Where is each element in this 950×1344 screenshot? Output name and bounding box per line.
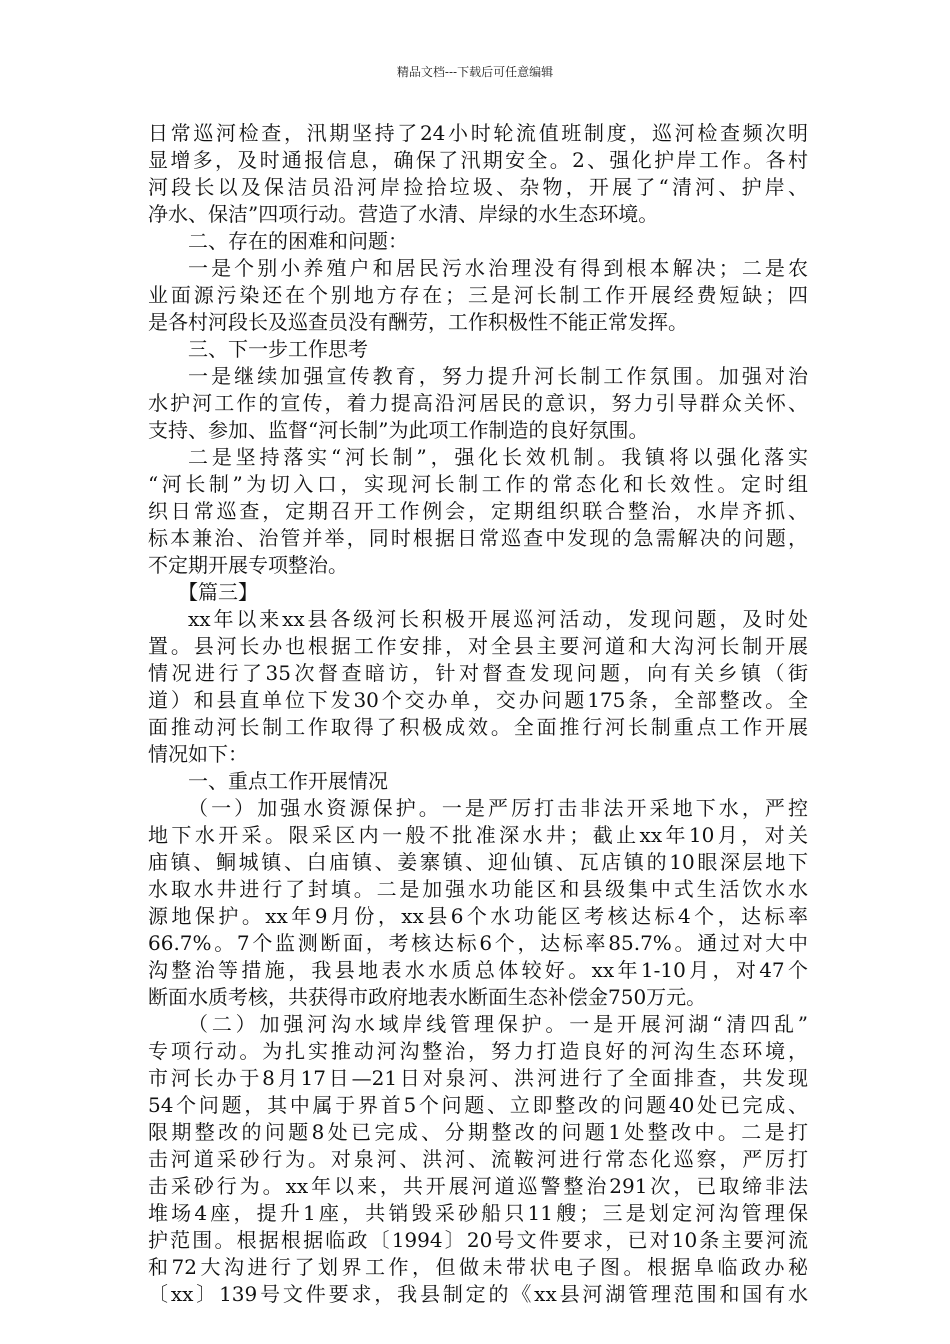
text-line: 是各村河段长及巡查员没有酬劳，工作积极性不能正常发挥。 — [148, 310, 688, 334]
text-line: 击河道采砂行为。对泉河、洪河、流鞍河进行常态化巡察，严厉打 — [148, 1147, 808, 1171]
text-line: 二是坚持落实“河长制”，强化长效机制。我镇将以强化落实 — [188, 445, 808, 469]
text-line: 情况如下： — [148, 742, 248, 766]
text-line: 二、存在的困难和问题： — [188, 229, 408, 253]
text-line: 沟整治等措施，我县地表水水质总体较好。xx年1-10月，对47个 — [148, 958, 808, 982]
text-line: 断面水质考核，共获得市政府地表水断面生态补偿金750万元。 — [148, 985, 707, 1009]
text-line: 〔xx〕139号文件要求，我县制定的《xx县河湖管理范围和国有水 — [148, 1282, 808, 1306]
text-line: 水护河工作的宣传，着力提高沿河居民的意识，努力引导群众关怀、 — [148, 391, 808, 415]
text-line: 净水、保洁”四项行动。营造了水清、岸绿的水生态环境。 — [148, 202, 659, 226]
text-line: 一是继续加强宣传教育，努力提升河长制工作氛围。加强对治 — [188, 364, 808, 388]
text-line: 织日常巡查，定期召开工作例会，定期组织联合整治，水岸齐抓、 — [148, 499, 808, 523]
text-line: 置。县河长办也根据工作安排，对全县主要河道和大沟河长制开展 — [148, 634, 808, 658]
text-line: 河段长以及保洁员沿河岸捡拾垃圾、杂物，开展了“清河、护岸、 — [148, 175, 808, 199]
text-line: 护范围。根据根据临政〔1994〕20号文件要求，已对10条主要河流 — [148, 1228, 808, 1252]
text-line: 市河长办于8月17日—21日对泉河、洪河进行了全面排查，共发现 — [148, 1066, 808, 1090]
text-line: 水取水井进行了封填。二是加强水功能区和县级集中式生活饮水水 — [148, 877, 808, 901]
text-line: （一）加强水资源保护。一是严厉打击非法开采地下水，严控 — [188, 796, 808, 820]
document-body — [148, 120, 808, 1308]
text-line: 面推动河长制工作取得了积极成效。全面推行河长制重点工作开展 — [148, 715, 808, 739]
text-line: 堆场4座，提升1座，共销毁采砂船只11艘；三是划定河沟管理保 — [148, 1201, 808, 1225]
text-line: 显增多，及时通报信息，确保了汛期安全。2、强化护岸工作。各村 — [148, 148, 808, 172]
text-line: 和72大沟进行了划界工作，但做未带状电子图。根据阜临政办秘 — [148, 1255, 808, 1279]
page-header: 精品文档---下载后可任意编辑 — [396, 65, 554, 79]
text-line: 标本兼治、治管并举，同时根据日常巡查中发现的急需解决的问题， — [148, 526, 808, 550]
text-line: 业面源污染还在个别地方存在；三是河长制工作开展经费短缺；四 — [148, 283, 808, 307]
text-line: 一是个别小养殖户和居民污水治理没有得到根本解决；二是农 — [188, 256, 808, 280]
text-line: 一、重点工作开展情况 — [188, 769, 388, 793]
text-line: 专项行动。为扎实推动河沟整治，努力打造良好的河沟生态环境， — [148, 1039, 808, 1063]
text-line: 支持、参加、监督“河长制”为此项工作制造的良好氛围。 — [148, 418, 649, 442]
text-line: 限期整改的问题8处已完成、分期整改的问题1处整改中。二是打 — [148, 1120, 808, 1144]
text-line: 不定期开展专项整治。 — [148, 553, 348, 577]
text-line: 情况进行了35次督查暗访，针对督查发现问题，向有关乡镇（街 — [148, 661, 808, 685]
text-line: 庙镇、鲖城镇、白庙镇、姜寨镇、迎仙镇、瓦店镇的10眼深层地下 — [148, 850, 808, 874]
text-line: （二）加强河沟水域岸线管理保护。一是开展河湖“清四乱” — [188, 1012, 808, 1036]
text-line: 日常巡河检查，汛期坚持了24小时轮流值班制度，巡河检查频次明 — [148, 121, 808, 145]
text-line: 源地保护。xx年9月份，xx县6个水功能区考核达标4个，达标率 — [148, 904, 808, 928]
text-line: 道）和县直单位下发30个交办单，交办问题175条，全部整改。全 — [148, 688, 808, 712]
text-line: 【篇三】 — [178, 580, 258, 604]
text-line: “河长制”为切入口，实现河长制工作的常态化和长效性。定时组 — [148, 472, 808, 496]
text-line: 击采砂行为。xx年以来，共开展河道巡警整治291次，已取缔非法 — [148, 1174, 808, 1198]
text-line: 66.7%。7个监测断面，考核达标6个，达标率85.7%。通过对大中 — [148, 931, 808, 955]
text-line: 54个问题，其中属于界首5个问题、立即整改的问题40处已完成、 — [148, 1093, 808, 1117]
text-line: 三、下一步工作思考 — [188, 337, 368, 361]
text-line: 地下水开采。限采区内一般不批准深水井；截止xx年10月，对关 — [148, 823, 808, 847]
text-line: xx年以来xx县各级河长积极开展巡河活动，发现问题，及时处 — [188, 607, 808, 631]
